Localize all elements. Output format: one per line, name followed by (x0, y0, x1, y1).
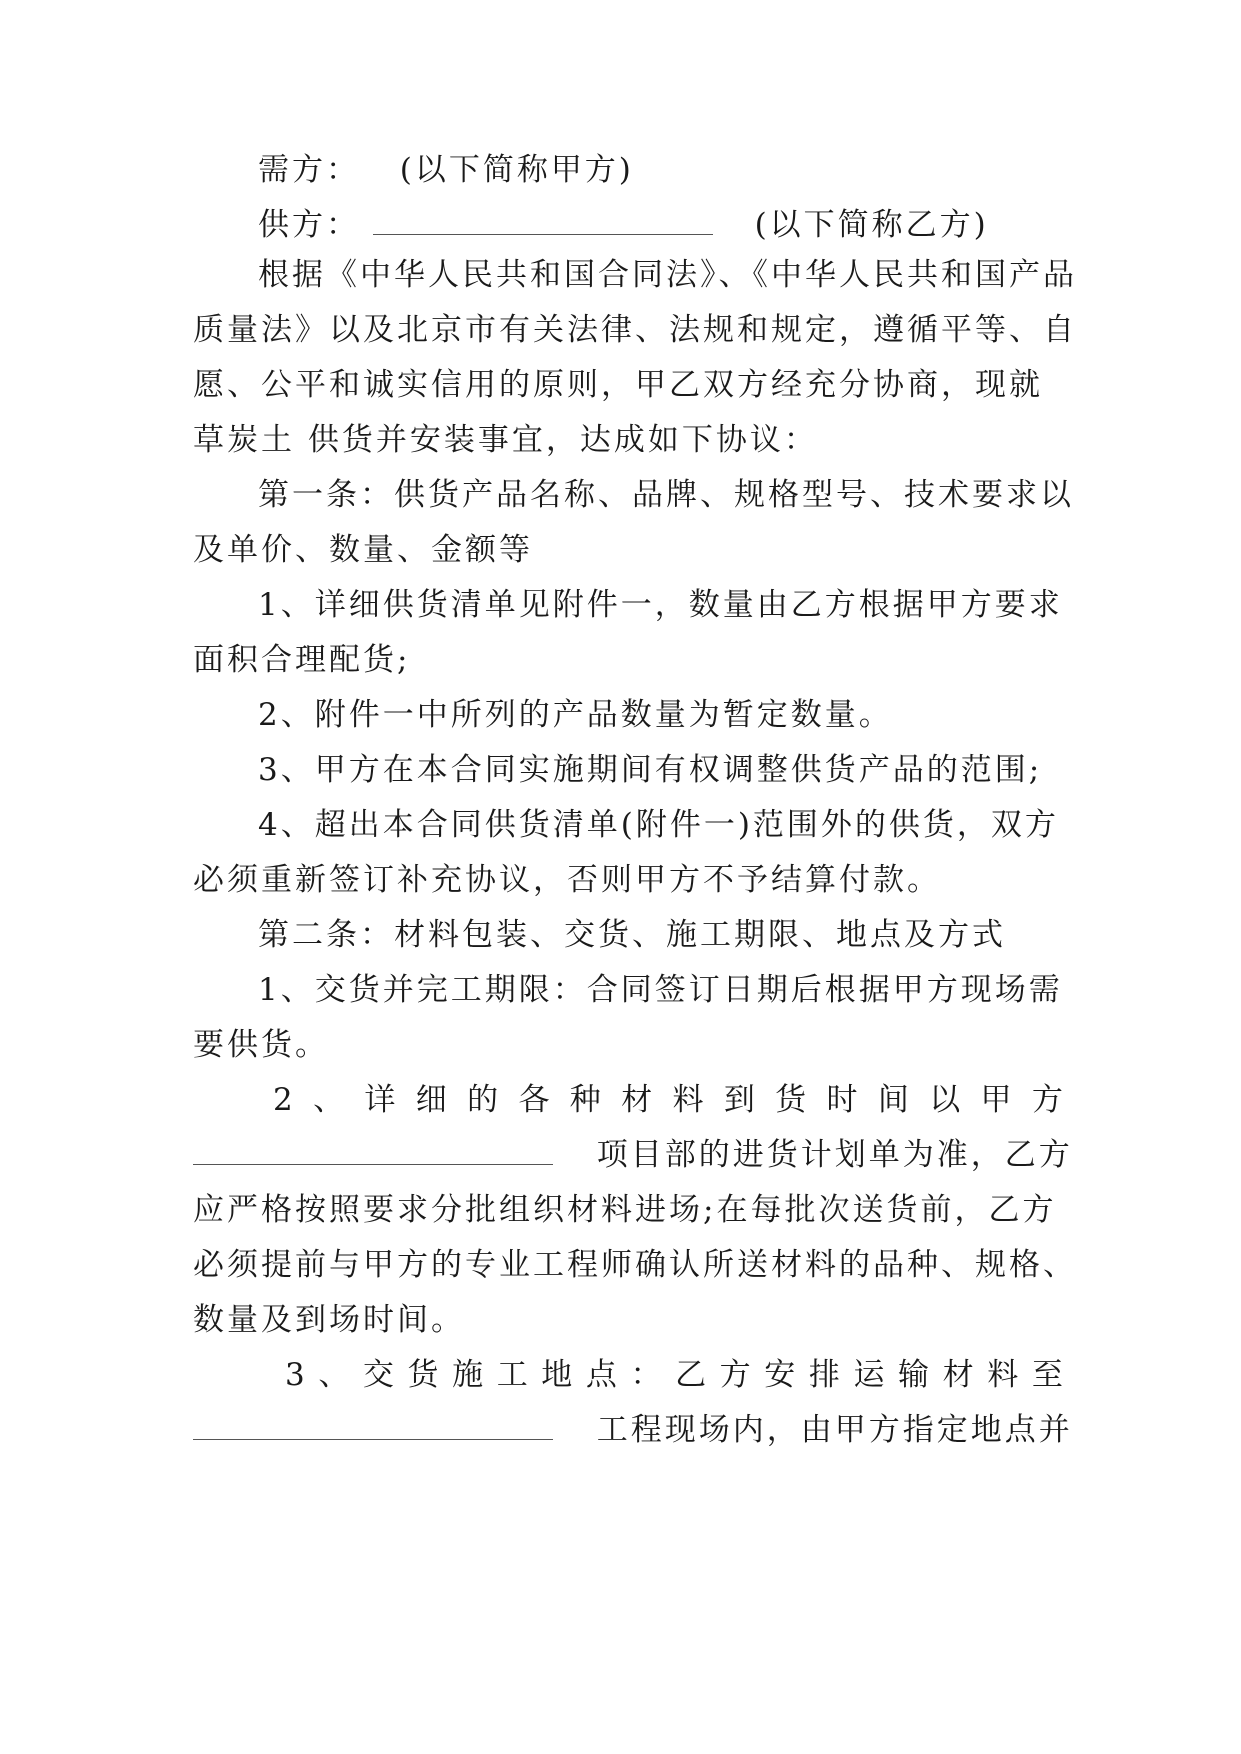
clause-1-4: 4、超出本合同供货清单(附件一)范围外的供货，双方 (258, 807, 1059, 843)
justified-char: 运 (853, 1357, 885, 1393)
justified-char: 乙 (675, 1357, 707, 1393)
preamble-line: 愿、公平和诚实信用的原则，甲乙双方经充分协商，现就 (193, 367, 1043, 403)
justified-char: 材 (621, 1082, 653, 1118)
justified-char: 排 (808, 1357, 840, 1393)
justified-char: 的 (467, 1082, 499, 1118)
justified-char: 输 (898, 1357, 930, 1393)
justified-char: 至 (1031, 1357, 1063, 1393)
project-dept-blank (193, 1136, 553, 1165)
justified-char: 3 (285, 1357, 305, 1393)
justified-char: 工 (496, 1357, 528, 1393)
justified-char: 详 (364, 1082, 396, 1118)
justified-char: 以 (929, 1082, 961, 1118)
clause-2-3-first-line (285, 1355, 1063, 1395)
justified-char: 各 (518, 1082, 550, 1118)
justified-char: 货 (407, 1357, 439, 1393)
justified-char: 料 (987, 1357, 1019, 1393)
justified-char: 间 (877, 1082, 909, 1118)
justified-char: 、 (318, 1357, 350, 1393)
clause-2-2: 必须提前与甲方的专业工程师确认所送材料的品种、规格、 (193, 1247, 1077, 1283)
justified-char: 料 (672, 1082, 704, 1118)
project-site-blank (193, 1411, 553, 1440)
article-one-heading: 及单价、数量、金额等 (193, 532, 533, 568)
clause-1-1: 面积合理配货; (193, 642, 411, 678)
article-one-heading: 第一条：供货产品名称、品牌、规格型号、技术要求以 (258, 477, 1074, 513)
demand-party-note: (以下简称甲方) (399, 152, 634, 188)
clause-2-2: 数量及到场时间。 (193, 1302, 465, 1338)
supply-party-blank (373, 206, 713, 235)
justified-char: 施 (452, 1357, 484, 1393)
clause-2-3-continued-text: 工程现场内，由甲方指定地点并 (596, 1412, 1073, 1448)
preamble-line: 质量法》以及北京市有关法律、法规和规定，遵循平等、自 (193, 312, 1077, 348)
justified-char: 细 (415, 1082, 447, 1118)
justified-char: 甲 (980, 1082, 1012, 1118)
clause-1-1: 1、详细供货清单见附件一，数量由乙方根据甲方要求 (258, 587, 1063, 623)
demand-party-line (258, 150, 1128, 190)
justified-char: 方 (719, 1357, 751, 1393)
clause-2-3-continued (193, 1410, 1073, 1450)
clause-1-4: 必须重新签订补充协议，否则甲方不予结算付款。 (193, 862, 941, 898)
justified-char: 地 (541, 1357, 573, 1393)
justified-char: 种 (569, 1082, 601, 1118)
clause-2-2-continued (193, 1135, 1073, 1175)
justified-char: 货 (775, 1082, 807, 1118)
preamble-line: 根据《中华人民共和国合同法》、《中华人民共和国产品 (258, 257, 1077, 293)
clause-2-2: 应严格按照要求分批组织材料进场;在每批次送货前，乙方 (193, 1192, 1057, 1228)
supply-party-label: 供方： (258, 207, 360, 243)
clause-2-1: 1、交货并完工期限：合同签订日期后根据甲方现场需 (258, 972, 1063, 1008)
clause-2-2-first-line (273, 1080, 1063, 1120)
article-two-heading: 第二条：材料包装、交货、施工期限、地点及方式 (258, 917, 1006, 953)
justified-char: 到 (723, 1082, 755, 1118)
supply-party-line (258, 205, 1128, 245)
supply-party-note: (以下简称乙方) (754, 207, 989, 243)
justified-char: 点 (585, 1357, 617, 1393)
preamble-line: 草炭土 供货并安装事宜，达成如下协议： (193, 422, 818, 458)
justified-char: 方 (1031, 1082, 1063, 1118)
justified-char: 、 (313, 1082, 345, 1118)
clause-2-2-continued-text: 项目部的进货计划单为准，乙方 (596, 1137, 1073, 1173)
clause-2-1: 要供货。 (193, 1027, 329, 1063)
justified-char: 材 (942, 1357, 974, 1393)
clause-1-2: 2、附件一中所列的产品数量为暂定数量。 (258, 697, 893, 733)
justified-char: 2 (273, 1082, 293, 1118)
justified-char: 安 (764, 1357, 796, 1393)
demand-party-label: 需方： (258, 152, 360, 188)
justified-char: ： (630, 1357, 662, 1393)
justified-char: 交 (362, 1357, 394, 1393)
clause-1-3: 3、甲方在本合同实施期间有权调整供货产品的范围; (258, 752, 1043, 788)
justified-char: 时 (826, 1082, 858, 1118)
